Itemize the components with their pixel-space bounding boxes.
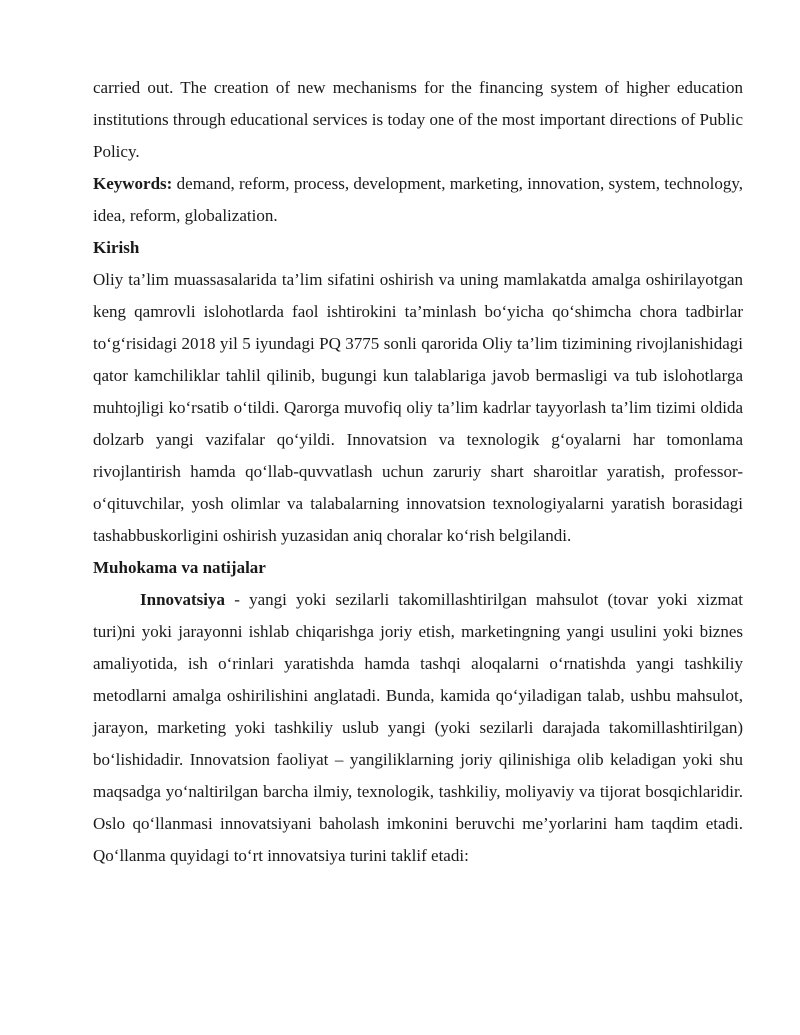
keywords-paragraph: [93, 168, 743, 232]
abstract-paragraph: carried out. The creation of new mechanisms for the financing system of higher education institutions through educational services is today one of the most important directions of Public Policy.: [93, 78, 743, 161]
document-page: [93, 72, 743, 872]
discussion-paragraph: [93, 584, 743, 872]
section-heading-discussion: Muhokama va natijalar: [93, 558, 266, 577]
keywords-text: demand, reform, process, development, marketing, innovation, system, technology, idea, reform, globalization.: [93, 174, 743, 225]
intro-paragraph: Oliy ta’lim muassasalarida ta’lim sifatini oshirish va uning mamlakatda amalga oshirilayotgan keng qamrovli islohotlarda faol ishtirokini ta’minlash bo‘yicha qo‘shimcha chora tadbirlar to‘g‘risidagi 2018 yil 5 iyundagi PQ 3775 sonli qarorida Oliy ta’lim tizimining rivojlanishidagi qator kamchiliklar tahlil qilinib, bugungi kun talablariga javob bermasligi va tub islohotlarga muhtojligi ko‘rsatib o‘tildi. Qarorga muvofiq oliy ta’lim kadrlar tayyorlash ta’lim tizimi oldida dolzarb yangi vazifalar qo‘yildi. Innovatsion va texnologik g‘oyalarni har tomonlama rivojlantirish hamda qo‘llab-quvvatlash uchun zaruriy shart sharoitlar yaratish, professor- o‘qituvchilar, yosh olimlar va talabalarning innovatsion texnologiyalarni yaratish borasidagi tashabbuskorligini oshirish yuzasidan aniq choralar ko‘rish belgilandi.: [93, 270, 743, 545]
keywords-label: Keywords:: [93, 174, 173, 193]
innovation-term: Innovatsiya: [140, 590, 226, 609]
section-heading-intro: Kirish: [93, 238, 140, 257]
innovation-definition: - yangi yoki sezilarli takomillashtirilgan mahsulot (tovar yoki xizmat turi)ni yoki jarayonni ishlab chiqarishga joriy etish, marketingning yangi usulini yoki biznes amaliyotida, ish o‘rinlari yaratishda hamda tashqi aloqalarni o‘rnatishda yangi tashkiliy metodlarni amalga oshirilishini anglatadi. Bunda, kamida qo‘yiladigan talab, ushbu mahsulot, jarayon, marketing yoki tashkiliy uslub yangi (yoki sezilarli darajada takomillashtirilgan) bo‘lishidadir. Innovatsion faoliyat – yangiliklarning joriy qilinishiga olib keladigan yoki shu maqsadga yo‘naltirilgan barcha ilmiy, texnologik, tashkiliy, moliyaviy va tijorat bosqichlaridir. Oslo qo‘llanmasi innovatsiyani baholash imkonini beruvchi me’yorlarini ham taqdim etadi. Qo‘llanma quyidagi to‘rt innovatsiya turini taklif etadi:: [93, 590, 743, 865]
